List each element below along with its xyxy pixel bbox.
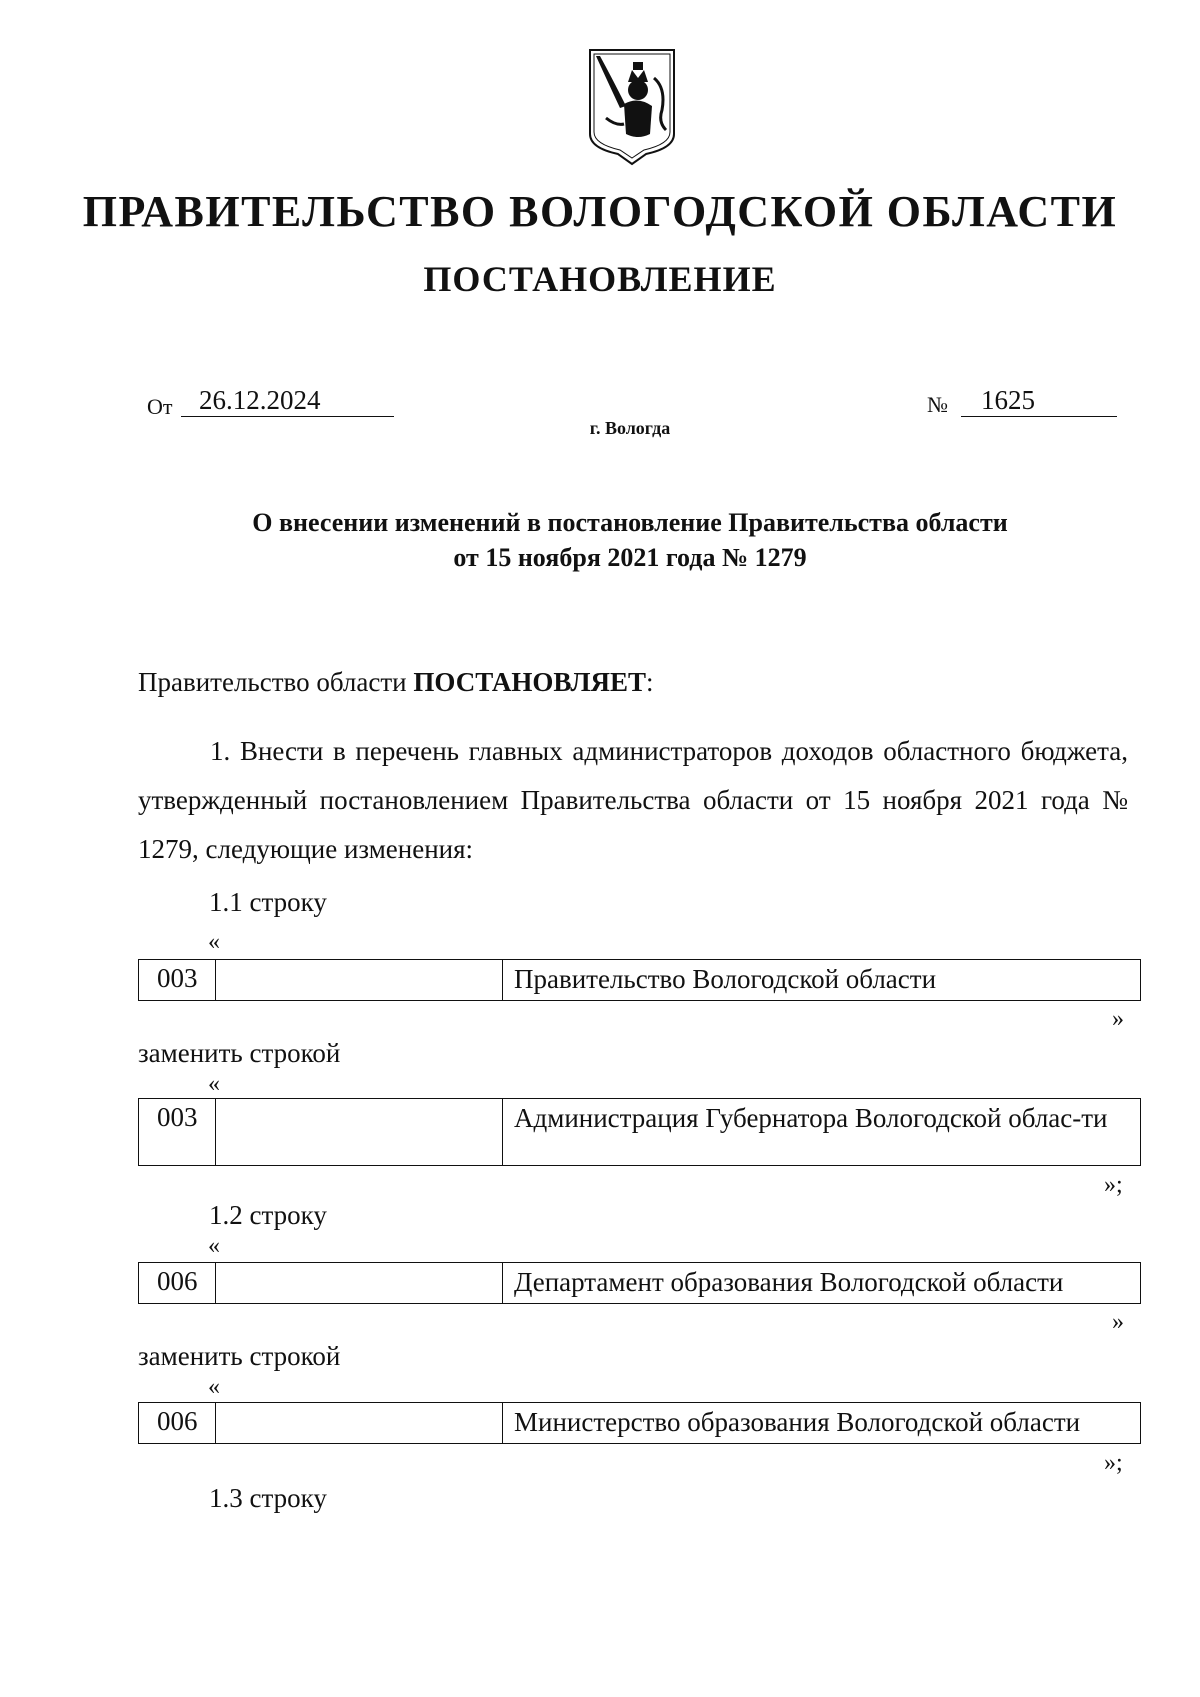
quote-close: »	[1112, 1006, 1124, 1032]
table-name-cell: Правительство Вологодской области	[514, 964, 937, 994]
table-code-cell: 003	[139, 960, 216, 1000]
subject-line-2: от 15 ноября 2021 года № 1279	[453, 543, 807, 572]
decree-suffix: :	[645, 667, 654, 697]
quote-close-semicolon: »;	[1104, 1172, 1123, 1198]
document-date: 26.12.2024	[181, 384, 394, 417]
table-name-cell: Администрация Губернатора Вологодской облас-ти	[514, 1103, 1108, 1133]
paragraph-1: 1. Внести в перечень главных администраторов доходов областного бюджета, утвержденный постановлением Правительства области от 15 ноября 2021 года № 1279, следующие изменения:	[138, 736, 1128, 864]
quote-close: »	[1112, 1309, 1124, 1335]
document-subject	[0, 505, 1200, 575]
city-name: г. Вологда	[589, 418, 671, 438]
table-empty-cell	[216, 1099, 503, 1165]
decree-statement	[138, 667, 654, 698]
table-empty-cell	[216, 960, 503, 1000]
table-row	[138, 1098, 1141, 1166]
number-prefix: №	[927, 392, 948, 417]
date-prefix: От	[147, 394, 173, 419]
quote-open: «	[208, 1071, 220, 1097]
table-empty-cell	[216, 1263, 503, 1303]
replace-with-label: заменить строкой	[138, 1038, 341, 1068]
quote-open: «	[208, 1374, 220, 1400]
document-number: 1625	[961, 384, 1117, 417]
quote-open: «	[208, 929, 220, 955]
table-empty-cell	[216, 1403, 503, 1443]
vologda-coat-of-arms-icon	[586, 48, 678, 166]
replace-with-label: заменить строкой	[138, 1341, 341, 1371]
table-name-cell: Департамент образования Вологодской области	[514, 1267, 1064, 1297]
table-row	[138, 959, 1141, 1001]
government-title: ПРАВИТЕЛЬСТВО ВОЛОГОДСКОЙ ОБЛАСТИ	[82, 187, 1118, 236]
item-1-1-label: 1.1 строку	[209, 887, 327, 917]
table-code-cell: 003	[139, 1099, 216, 1165]
decree-word: ПОСТАНОВЛЯЕТ	[413, 667, 646, 697]
quote-close-semicolon: »;	[1104, 1450, 1123, 1476]
subject-line-1: О внесении изменений в постановление Правительства области	[252, 508, 1008, 537]
document-type-title: ПОСТАНОВЛЕНИЕ	[423, 259, 777, 299]
item-1-2-label: 1.2 строку	[209, 1200, 327, 1230]
table-row	[138, 1262, 1141, 1304]
item-1-3-label: 1.3 строку	[209, 1483, 327, 1513]
table-name-cell: Министерство образования Вологодской области	[514, 1407, 1081, 1437]
table-code-cell: 006	[139, 1263, 216, 1303]
table-code-cell: 006	[139, 1403, 216, 1443]
quote-open: «	[208, 1233, 220, 1259]
table-row	[138, 1402, 1141, 1444]
decree-prefix: Правительство области	[138, 667, 414, 697]
